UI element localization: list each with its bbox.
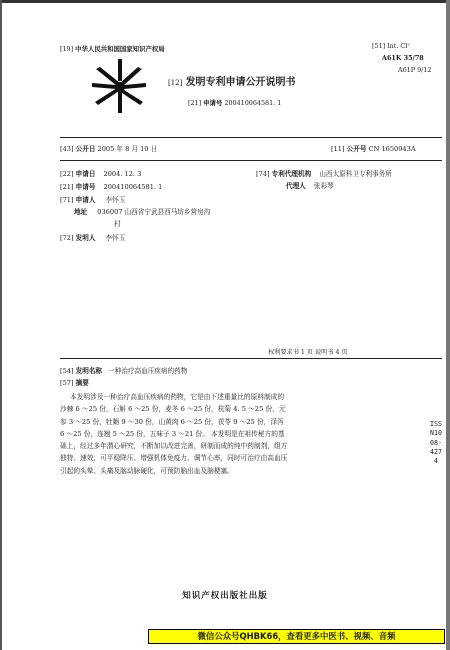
applicant-address: [74, 206, 210, 216]
rule-abstract: [60, 358, 442, 359]
agent-label: 代理人: [286, 182, 306, 190]
office-code: [19]: [60, 45, 74, 53]
abstract-label: 摘要: [75, 379, 89, 387]
document-type-line: [168, 73, 296, 88]
header-application-number: [188, 98, 281, 107]
wechat-banner: 微信公众号QHBK66，查看更多中医书、视频、音频: [148, 629, 445, 644]
title-code: [54]: [60, 367, 74, 375]
agency-label: 专利代理机构: [271, 170, 312, 178]
applicant: [60, 194, 125, 204]
abstract-text: 本发明涉及一种治疗高血压疾病的药物，它是由下述重量比的原料制成的沙棘 6 ～25 份，石斛 6 ～25 份，麦冬 6 ～25 份，杭菊 4. 5 ～25 份，元参 3 ～25 份，牡蛎 9 ～30 份，山黄肉 6 ～25 份，茯苓 9 ～25 份，泽泻 6 ～25 份，连翘 5 ～25 份，五味子 3 ～21 份。 本发明是在祖传秘方的基础上，经过多年潜心研究，不断加以改进完善，研制而成的纯中药制剂，组方独特、速效，可平稳降压、增强机体免疫力、调节心率，同时可治疗由高血压引起的头晕、头痛及脑动脉硬化，可预防脑出血及脑梗塞。: [60, 393, 288, 475]
app-no-label: 申请号: [75, 183, 96, 191]
filing-date: [60, 168, 141, 178]
header-app-no: 200410064581. 1: [224, 99, 282, 107]
cnipa-emblem-icon: [88, 57, 150, 115]
applicant-value: 李怀玉: [105, 196, 126, 204]
office-name: 中华人民共和国国家知识产权局: [75, 45, 165, 53]
ipc-class-primary: A61K 35/78: [382, 54, 424, 62]
publication-date-value: 2005 年 8 月 10 日: [97, 145, 158, 153]
invention-title: [60, 365, 187, 375]
agency-code: [74]: [256, 170, 270, 178]
filing-date-label: 申请日: [75, 170, 96, 178]
patent-agency: [256, 168, 392, 178]
header-app-no-code: [21]: [188, 99, 202, 107]
page-count: 权利要求书 1 页 说明书 4 页: [268, 349, 348, 356]
document-type: 发明专利申请公开说明书: [185, 77, 296, 88]
app-no-value: 200410064581. 1: [103, 183, 163, 191]
header-app-no-label: 申请号: [203, 99, 223, 107]
publication-number-value: CN 1650943A: [368, 145, 416, 153]
applicant-label: 申请人: [75, 196, 96, 204]
ipc-class-code: [51] Int. Cl⁷: [372, 42, 410, 50]
patent-agent: [286, 180, 334, 190]
inventor-code: [72]: [60, 234, 74, 242]
abstract-heading: [60, 377, 89, 387]
app-no-code: [21]: [60, 183, 74, 191]
document-type-code: [12]: [168, 79, 183, 87]
scan-border-left: [0, 0, 2, 650]
address-line-1: 036007 山西省宁武县西马坊乡营房沟: [97, 208, 211, 216]
inventor-label: 发明人: [75, 234, 96, 242]
filing-date-code: [22]: [60, 170, 74, 178]
publication-number-label: 公开号: [346, 145, 367, 153]
publication-number-code: [11]: [331, 145, 345, 153]
rule-top: [60, 137, 442, 138]
abstract-body: [60, 391, 290, 477]
agent-value: 张彩琴: [313, 182, 334, 190]
filing-date-value: 2004. 12. 3: [103, 170, 142, 178]
abstract-code: [57]: [60, 379, 74, 387]
publisher: 知识产权出版社出版: [182, 591, 268, 601]
title-value: 一种治疗高血压疾病的药物: [108, 367, 188, 375]
rule-biblio: [60, 160, 442, 161]
office-line: [60, 44, 165, 53]
agency-value: 山西太原科卫专利事务所: [319, 170, 392, 178]
ipc-class-line: [372, 42, 410, 50]
title-label: 发明名称: [75, 367, 103, 375]
inventor-value: 李怀玉: [105, 234, 126, 242]
inventor: [60, 232, 125, 242]
issn-vertical: ISSN1008-4274: [430, 420, 442, 466]
publication-number: [331, 143, 416, 153]
application-number: [60, 181, 162, 191]
address-line-2: 村: [114, 220, 121, 228]
scan-border-right: [446, 0, 450, 650]
publication-date-code: [43]: [60, 145, 74, 153]
ipc-class-secondary: A61P 9/12: [398, 66, 432, 74]
address-label: 地址: [74, 208, 88, 216]
publication-date: [60, 143, 157, 153]
applicant-code: [71]: [60, 196, 74, 204]
publication-date-label: 公开日: [75, 145, 96, 153]
scan-border-top: [0, 0, 450, 3]
